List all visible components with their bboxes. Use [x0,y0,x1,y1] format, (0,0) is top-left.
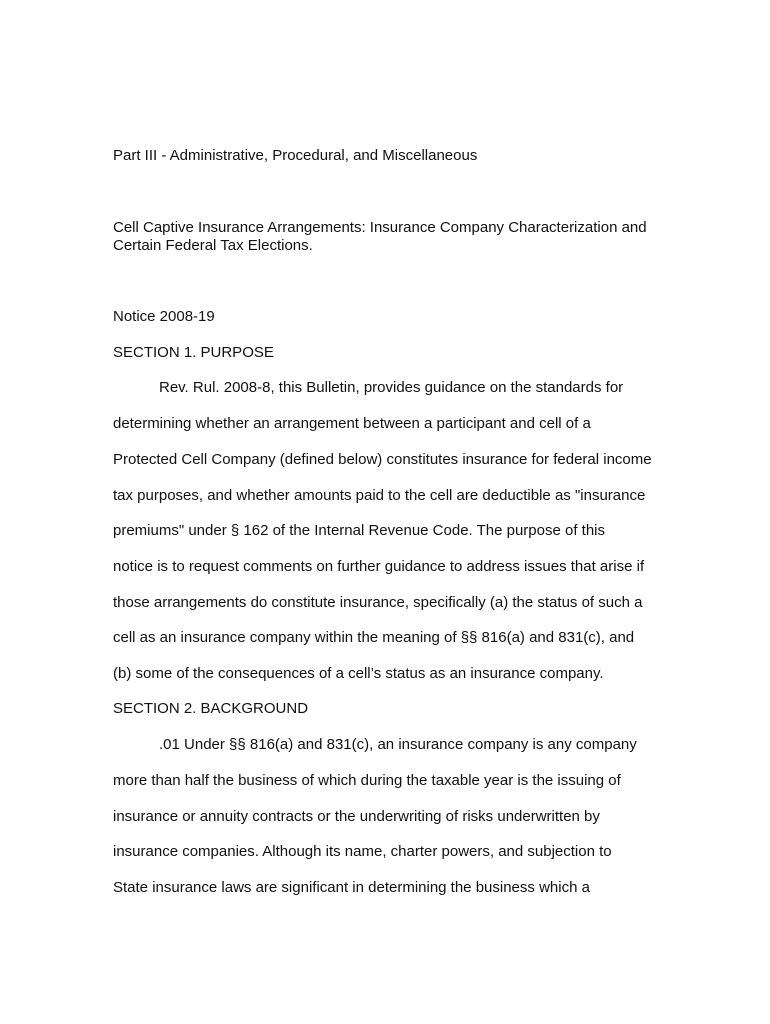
section2-line-1: .01 Under §§ 816(a) and 831(c), an insurance company is any company [159,736,637,753]
section1-line-4: tax purposes, and whether amounts paid to the cell are deductible as "insurance [113,487,646,504]
section1-line-7: those arrangements do constitute insurance, specifically (a) the status of such a [113,594,643,611]
section2-line-3: insurance or annuity contracts or the underwriting of risks underwritten by [113,808,600,825]
notice-number: Notice 2008-19 [113,308,215,325]
section2-line-2: more than half the business of which during the taxable year is the issuing of [113,772,621,789]
section2-line-4: insurance companies. Although its name, charter powers, and subjection to [113,843,612,860]
section2-heading: SECTION 2. BACKGROUND [113,700,309,717]
section2-line-5: State insurance laws are significant in determining the business which a [113,879,590,896]
section1-line-2: determining whether an arrangement between a participant and cell of a [113,415,591,432]
section1-line-3: Protected Cell Company (defined below) constitutes insurance for federal income [113,451,652,468]
part-heading: Part III - Administrative, Procedural, and Miscellaneous [113,147,478,164]
section1-line-9: (b) some of the consequences of a cell’s status as an insurance company. [113,665,604,682]
section1-line-1: Rev. Rul. 2008-8, this Bulletin, provides guidance on the standards for [159,379,624,396]
section1-heading: SECTION 1. PURPOSE [113,344,274,361]
section1-line-6: notice is to request comments on further guidance to address issues that arise if [113,558,645,575]
title-line-2: Certain Federal Tax Elections. [113,237,313,254]
section1-line-8: cell as an insurance company within the meaning of §§ 816(a) and 831(c), and [113,629,635,646]
section1-line-5: premiums" under § 162 of the Internal Revenue Code. The purpose of this [113,522,606,539]
title-line-1: Cell Captive Insurance Arrangements: Insurance Company Characterization and [113,219,647,236]
